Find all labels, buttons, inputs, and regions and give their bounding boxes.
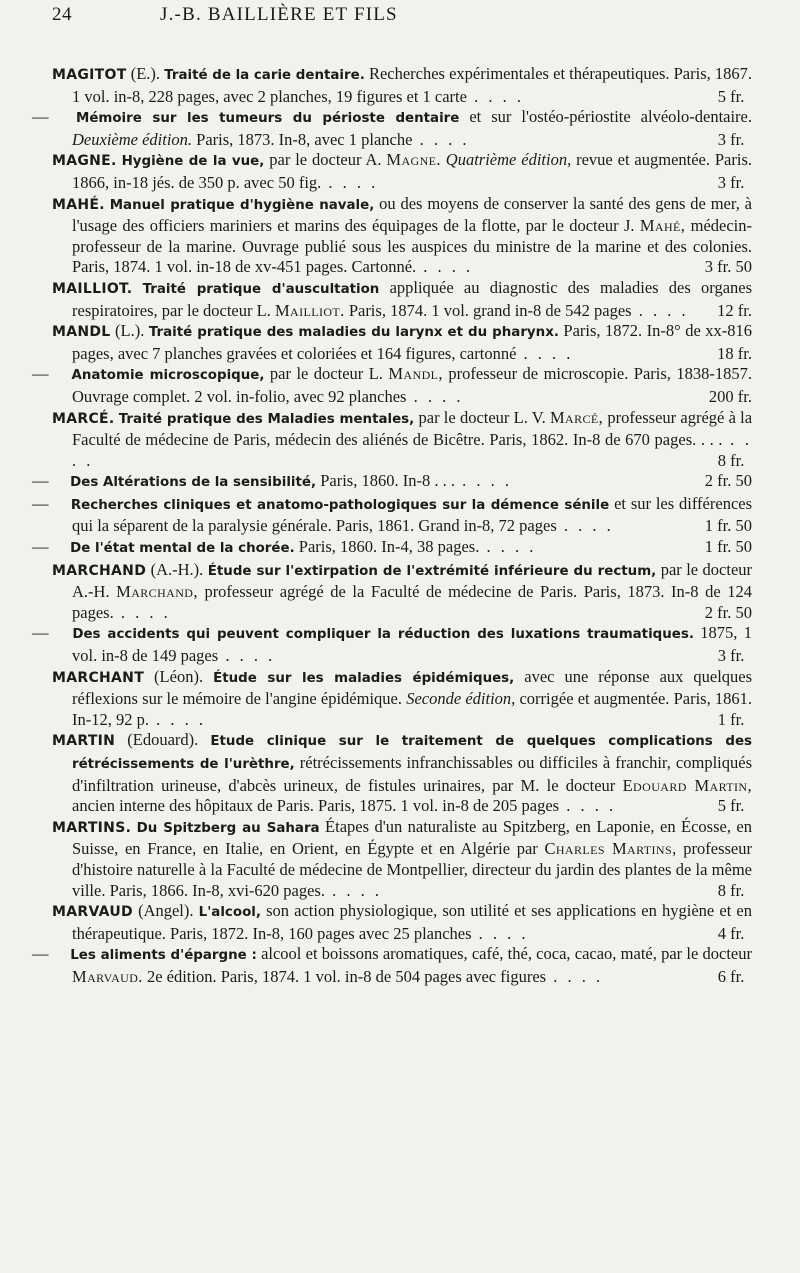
entry-dash: — — [32, 364, 49, 384]
entry-body-continued: professeur d'histoire naturelle à la Faculté de médecine de Montpellier, directeur du jardin des plantes de la même ville. Paris, 1866. In-8, xvi-620 pages. — [72, 839, 752, 900]
catalog-entry — [32, 537, 752, 560]
entry-title: Recherches cliniques et anatomo-pathologiques sur la démence sénile — [70, 497, 610, 513]
catalog-entries — [32, 64, 753, 988]
entry-body: appliquée au diagnostic des maladies des organes respiratoires, par le docteur L. — [72, 277, 753, 320]
entry-body: par le docteur A. — [269, 150, 382, 170]
entry-body: ou des moyens de conserver la santé des gens de mer, à l'usage des officiers mariniers et marins des équipages de la flotte, par le docteur J. — [72, 193, 753, 236]
catalog-entry — [52, 730, 752, 816]
page-header — [52, 0, 752, 46]
entry-body-continued: Paris, 1874. 1 vol. grand in-8 de 542 pages — [348, 300, 632, 320]
entry-title: Traité de la carie dentaire. — [164, 68, 365, 83]
entry-leader: . . . . — [466, 86, 524, 106]
entry-price: 6 fr. — [717, 966, 745, 986]
entry-price: 3 fr. — [717, 129, 745, 149]
entry-price: 18 fr. — [717, 343, 752, 363]
entry-body: Paris, 1860. In-8 . . . — [320, 471, 455, 491]
entry-author-initials: (L.). — [115, 321, 145, 341]
entry-leader: . . . . — [556, 516, 614, 536]
entry-leader: . . . . — [406, 386, 464, 406]
entry-title: Traité pratique des Maladies mentales, — [118, 411, 415, 427]
catalog-entry — [32, 623, 753, 666]
entry-author: MAHÉ. — [52, 196, 105, 213]
entry-leader: . . . . — [559, 796, 617, 816]
entry-body: Paris, 1872. In-8° de xx-816 pages, avec 7 planches gravées et coloriées et 164 figures, cartonné — [72, 321, 753, 363]
entry-price: 8 fr. — [717, 450, 745, 470]
entry-dash: — — [32, 493, 49, 513]
entry-body: Paris, 1860. In-4, 38 pages. — [298, 537, 480, 557]
catalog-entry — [52, 817, 752, 901]
entry-author: MARVAUD — [52, 904, 133, 921]
entry-title: Hygiène de la vue, — [121, 154, 265, 170]
entry-person: Marvaud. — [72, 966, 143, 986]
entry-person: Mailliot. — [274, 300, 345, 320]
entry-price: 3 fr. 50 — [704, 257, 752, 277]
catalog-entry — [52, 64, 752, 107]
catalog-entry — [52, 901, 752, 944]
catalog-entry — [32, 944, 752, 987]
catalog-entry — [32, 493, 753, 537]
entry-person: Marchand, — [116, 582, 198, 602]
entry-title: Du Spitzberg au Sahara — [136, 820, 320, 836]
entry-price: 4 fr. — [717, 923, 745, 943]
entry-body-continued: médecin-professeur de la marine. Ouvrage publié sous les auspices du ministre de la marine et des colonies. Paris, 1874. 1 vol. in-18 de xv-451 pages. Cartonné. — [72, 216, 753, 277]
entry-title: Étude sur les maladies épidémiques, — [213, 670, 515, 686]
catalog-entry — [52, 278, 752, 321]
catalog-entry — [52, 560, 752, 624]
entry-body: et sur l'ostéo-périostite alvéolo-dentaire. — [469, 107, 752, 127]
entry-body: alcool et boissons aromatiques, café, thé, coca, cacao, maté, par le docteur — [261, 944, 752, 964]
entry-leader: . . . . — [218, 646, 276, 666]
entry-author: MARTIN — [52, 733, 116, 750]
entry-leader: . . . . — [631, 300, 689, 320]
entry-price: 12 fr. — [717, 300, 752, 320]
entry-title: Anatomie microscopique, — [71, 368, 265, 384]
entry-body: Étapes d'un naturaliste au Spitzberg, en Laponie, en Écosse, en Suisse, en France, en Italie, en Orient, en Égypte et en Algérie par — [72, 816, 752, 859]
entry-person: Magne. — [386, 150, 441, 170]
entry-title: Des Altérations de la sensibilité, — [70, 475, 317, 491]
entry-title: Manuel pratique d'hygiène navale, — [109, 197, 375, 213]
entry-body: par le docteur L. V. — [418, 407, 546, 427]
entry-author-initials: (E.). — [130, 64, 161, 83]
entry-leader: . . . . — [416, 257, 474, 277]
entry-price: 3 fr. — [717, 646, 745, 666]
entry-leader: . . . . — [546, 966, 604, 986]
entry-leader: . . . . — [516, 343, 574, 363]
entry-person: Mandl, — [388, 364, 443, 384]
entry-title: Les aliments d'épargne : — [70, 948, 257, 964]
entry-body-continued: 2e édition. Paris, 1874. 1 vol. in-8 de 504 pages avec figures — [146, 966, 547, 986]
entry-author: MANDL — [52, 324, 111, 341]
entry-title: Traité pratique d'auscultation — [142, 281, 380, 297]
entry-person: Charles Martins, — [544, 839, 677, 859]
catalog-entry — [52, 194, 752, 278]
entry-edition: Quatrième édition, — [445, 150, 572, 170]
entry-author-initials: (A.-H.). — [150, 559, 204, 579]
entry-body-continued: revue et augmentée. Paris. 1866, in-18 jés. de 350 p. avec 50 fig. — [72, 150, 753, 192]
entry-author: MARCHANT — [52, 669, 145, 686]
catalog-entry — [52, 667, 752, 731]
entry-body: avec une réponse aux quelques réflexions sur le mémoire de l'angine épidémique. — [72, 666, 753, 709]
entry-author: MARCHAND — [52, 562, 147, 579]
catalog-entry — [32, 471, 752, 494]
running-title: J.-B. BAILLIÈRE ET FILS — [160, 4, 398, 25]
entry-title: Traité pratique des maladies du larynx et du pharynx. — [148, 325, 559, 341]
entry-body-continued: Paris, 1873. In-8, avec 1 planche — [196, 129, 413, 149]
entry-price: 1 fr. 50 — [704, 537, 752, 557]
entry-edition: Deuxième édition. — [72, 129, 193, 149]
catalog-entry — [32, 364, 752, 407]
entry-leader: . . . . — [72, 430, 753, 470]
entry-edition: Seconde édition, — [406, 689, 516, 709]
entry-price: 3 fr. — [717, 172, 745, 192]
entry-price: 200 fr. — [708, 386, 752, 406]
entry-body-continued: ancien interne des hôpitaux de Paris. Paris, 1875. 1 vol. in-8 de 205 pages — [72, 796, 560, 816]
entry-body-continued: professeur agrégé à la Faculté de médecine de Paris, médecin des aliénés de Bicêtre. Paris, 1862. In-8 de 670 pages. . . . — [72, 407, 753, 450]
entry-leader: . . . . — [324, 880, 382, 900]
entry-body: et sur les différences qui la séparent de la paralysie générale. Paris, 1861. Grand in-8, 72 pages — [72, 493, 753, 536]
entry-title: De l'état mental de la chorée. — [70, 541, 295, 557]
entry-leader: . . . . — [454, 471, 512, 491]
entry-leader: . . . . — [471, 923, 529, 943]
entry-body: Recherches expérimentales et thérapeutiques. Paris, 1867. 1 vol. in-8, 228 pages, avec 2 planches, 19 figures et 1 carte — [72, 64, 753, 106]
entry-title: L'alcool, — [198, 905, 261, 921]
entry-person: Mahé, — [639, 216, 686, 236]
entry-author: MAGNE. — [52, 153, 117, 170]
entry-author: MARCÉ. — [52, 410, 115, 427]
entry-person: Marcé, — [549, 407, 604, 427]
entry-price: 5 fr. — [717, 796, 745, 816]
entry-dash: — — [32, 623, 49, 643]
entry-dash: — — [32, 537, 49, 557]
entry-leader: . . . . — [149, 709, 206, 729]
page-number: 24 — [52, 4, 72, 25]
entry-price: 2 fr. 50 — [704, 602, 752, 622]
catalog-entry — [52, 408, 752, 472]
entry-person: Edouard Martin, — [622, 775, 753, 795]
entry-price: 8 fr. — [717, 880, 745, 900]
entry-author: MAILLIOT. — [52, 280, 133, 297]
catalog-entry — [32, 107, 752, 150]
entry-title: Des accidents qui peuvent compliquer la réduction des luxations traumatiques. — [72, 627, 694, 643]
entry-price: 5 fr. — [717, 86, 745, 106]
entry-body: par le docteur L. — [269, 364, 383, 384]
entry-author: MAGITOT — [52, 67, 127, 83]
entry-leader: . . . . — [113, 602, 171, 622]
entry-title: Étude sur l'extirpation de l'extrémité inférieure du rectum, — [207, 563, 657, 579]
entry-body: rétrécissements infranchissables ou difficiles à franchir, compliqués d'infiltration urineuse, d'abcès urineux, de fistules urinaires, par M. le docteur — [72, 753, 752, 795]
entry-body: 1875, 1 vol. in-8 de 149 pages — [72, 623, 753, 666]
entry-leader: . . . . — [412, 129, 470, 149]
entry-dash: — — [32, 107, 49, 127]
entry-body: son action physiologique, son utilité et ses applications en hygiène et en thérapeutique. Paris, 1872. In-8, 160 pages avec 25 planches — [72, 901, 752, 943]
entry-leader: . . . . — [321, 172, 379, 192]
entry-body-continued: professeur de microscopie. Paris, 1838-1857. Ouvrage complet. 2 vol. in-folio, avec 92 planches — [72, 364, 752, 406]
entry-body: par le docteur A.-H. — [72, 559, 753, 602]
entry-price: 1 fr. — [717, 709, 745, 729]
entry-title: Mémoire sur les tumeurs du périoste dentaire — [76, 111, 460, 127]
entry-body-continued: corrigée et augmentée. Paris, 1861. In-12, 92 p. — [72, 689, 753, 729]
entry-dash: — — [32, 471, 49, 491]
entry-author-initials: (Edouard). — [127, 730, 199, 750]
catalog-entry — [52, 150, 752, 193]
entry-leader: . . . . — [479, 537, 537, 557]
entry-author-initials: (Angel). — [138, 901, 194, 921]
entry-dash: — — [32, 944, 49, 964]
entry-author-initials: (Léon). — [154, 666, 204, 686]
entry-author: MARTINS. — [52, 819, 132, 836]
entry-title: Etude clinique sur le traitement de quelques complications des rétrécissements de l'urèthre, — [72, 734, 753, 772]
catalog-entry — [52, 321, 752, 364]
entry-body-continued: professeur agrégé de la Faculté de médecine de Paris. Paris, 1873. In-8 de 124 pages. — [72, 582, 752, 622]
entry-price: 1 fr. 50 — [704, 516, 752, 536]
entry-price: 2 fr. 50 — [704, 471, 752, 491]
